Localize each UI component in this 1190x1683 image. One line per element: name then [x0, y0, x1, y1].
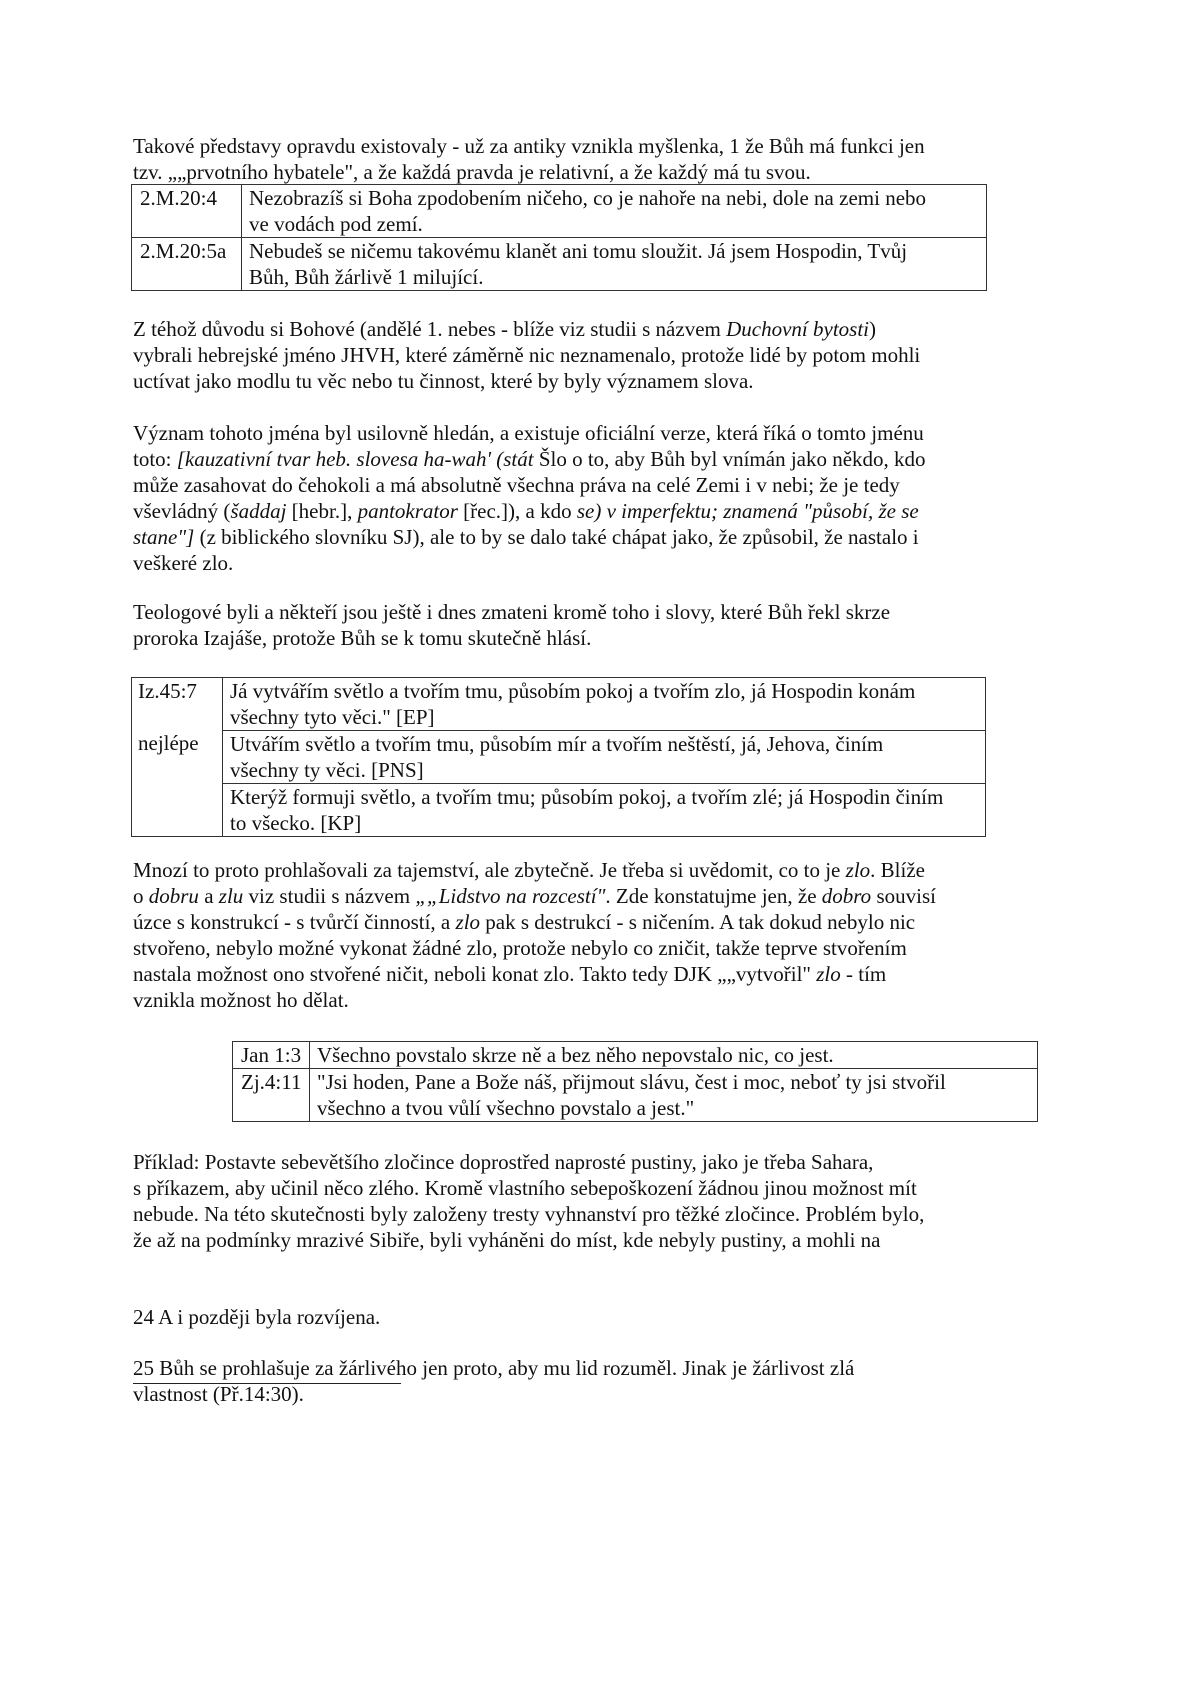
- text-line: stvořeno, nebylo možné vykonat žádné zlo, protože nebylo co zničit, takže teprve stvořením: [133, 936, 907, 960]
- table-row: [132, 238, 987, 291]
- text-line: Kterýž formuji světlo, a tvořím tmu; působím pokoj, a tvořím zlé; já Hospodin činím: [230, 785, 944, 809]
- text-run: úzce s konstrukcí - s tvůrčí činností, a: [133, 910, 456, 934]
- text-run: ): [869, 317, 876, 341]
- table-row: [132, 731, 986, 784]
- verse-table-isaiah: [131, 677, 986, 837]
- text-line: že až na podmínky mrazivé Sibiře, byli vyháněni do míst, kde nebyly pustiny, a mohli na: [133, 1228, 881, 1252]
- text-line: Příklad: Postavte sebevětšího zločince doprostřed naprosté pustiny, jako je třeba Sahara,: [133, 1150, 874, 1174]
- text-line: Takové představy opravdu existovaly - už za antiky vznikla myšlenka, 1 že Bůh má funkci jen: [133, 134, 925, 158]
- text-line: veškeré zlo.: [133, 551, 234, 575]
- text-line: nejlépe: [138, 731, 199, 755]
- verse-text: [242, 238, 987, 291]
- text-line: "Jsi hoden, Pane a Bože náš, přijmout slávu, čest i moc, neboť ty jsi stvořil: [317, 1070, 946, 1094]
- italic-run: stane"]: [133, 525, 195, 549]
- text-run: o: [133, 884, 149, 908]
- text-line: všechny tyto věci." [EP]: [230, 705, 435, 729]
- italic-run: [kauzativní tvar heb. slovesa ha-wah' (stát: [176, 447, 534, 471]
- text-line: [133, 883, 993, 909]
- text-line: [133, 316, 993, 342]
- verse-reference: [132, 678, 223, 837]
- verse-reference: Zj.4:11: [233, 1069, 310, 1122]
- text-line: proroka Izajáše, protože Bůh se k tomu skutečně hlásí.: [133, 626, 592, 650]
- text-run: souvisí: [871, 884, 936, 908]
- text-run: - tím: [840, 962, 887, 986]
- text-line: tzv. „„prvotního hybatele", a že každá pravda je relativní, a že každý má tu svou.: [133, 160, 811, 184]
- text-line: ve vodách pod zemí.: [249, 212, 423, 236]
- paragraph-name-meaning: [133, 420, 993, 576]
- text-run: ládný (: [171, 499, 231, 523]
- italic-run: šaddaj: [230, 499, 287, 523]
- text-line: to všecko. [KP]: [230, 811, 362, 835]
- text-line: [133, 446, 993, 472]
- table-row: [233, 1069, 1038, 1122]
- text-line: Nezobrazíš si Boha zpodobením ničeho, co je nahoře na nebi, dole na zemi nebo: [249, 186, 927, 210]
- verse-text: [223, 731, 986, 784]
- footnote-text: vlastnost (Př.14:30).: [133, 1382, 304, 1406]
- verse-reference: 2.M.20:5a: [132, 238, 242, 291]
- text-run: (z biblického slovníku SJ), ale to by se dalo také chápat jako, že způsobil, že nastalo i: [194, 525, 919, 549]
- italic-run: dobro: [821, 884, 872, 908]
- table-row: [132, 678, 986, 731]
- text-line: Bůh, Bůh žárlivě 1 milující.: [249, 265, 484, 289]
- text-run: a: [198, 884, 219, 908]
- text-line: může zasahovat do čehokoli a má absolutně všechna práva na celé Zemi i v nebi; že je tedy: [133, 473, 900, 497]
- verse-text: [310, 1069, 1038, 1122]
- text-line: uctívat jako modlu tu věc nebo tu činnost, které by byly významem slova.: [133, 369, 754, 393]
- text-line: s příkazem, aby učinil něco zlého. Kromě vlastního sebepoškození žádnou jinou možnost mít: [133, 1176, 917, 1200]
- verse-text: [223, 678, 986, 731]
- text-run: [řec.]), a kdo: [457, 499, 577, 523]
- text-line: Teologové byli a někteří jsou ještě i dnes zmateni kromě toho i slovy, které Bůh řekl skrze: [133, 600, 891, 624]
- text-run: pak s destrukcí - s ničením. A tak dokud nebylo nic: [480, 910, 916, 934]
- text-line: Všechno povstalo skrze ně a bez něho nepovstalo nic, co jest.: [317, 1043, 834, 1067]
- text-line: Utvářím světlo a tvořím tmu, působím mír a tvořím neštěstí, já, Jehova, činím: [230, 732, 884, 756]
- italic-run: zlo: [845, 858, 871, 882]
- text-line: Nebudeš se ničemu takovému klanět ani tomu sloužit. Já jsem Hospodin, Tvůj: [249, 239, 908, 263]
- paragraph-jhvh: [133, 316, 993, 394]
- text-line: Já vytvářím světlo a tvořím tmu, působím pokoj a tvořím zlo, já Hospodin konám: [230, 679, 916, 703]
- verse-text: [310, 1042, 1038, 1069]
- text-line: vybrali hebrejské jméno JHVH, které záměrně nic neznamenalo, protože lidé by potom mohli: [133, 343, 921, 367]
- text-line: [133, 909, 993, 935]
- verse-table-creation: [232, 1041, 1038, 1122]
- italic-run: dobru: [148, 884, 199, 908]
- text-run: všev: [133, 499, 172, 523]
- text-line: všechno a tvou vůlí všechno povstalo a jest.": [317, 1096, 695, 1120]
- paragraph-example: [133, 1149, 993, 1253]
- text-run: nastala možnost ono stvořené ničit, neboli konat zlo. Takto tedy DJK „„vytvořil": [133, 962, 817, 986]
- text-run: Šlo o to, aby Bůh byl vnímán jako někdo, kdo: [533, 447, 926, 471]
- verse-text: [223, 784, 986, 837]
- text-line: Iz.45:7: [138, 679, 197, 703]
- table-row: [233, 1042, 1038, 1069]
- footnote-text: 25 Bůh se prohlašuje za žárlivého jen proto, aby mu lid rozuměl. Jinak je žárlivost zlá: [133, 1356, 855, 1380]
- text-line: [138, 704, 216, 730]
- italic-run: zlo: [816, 962, 841, 986]
- text-run: Z téhož důvodu si Bohové (andělé 1. nebes - blíže viz studii s názvem: [133, 317, 727, 341]
- italic-title: Duchovní bytosti: [726, 317, 869, 341]
- footnote-24: [133, 1304, 993, 1330]
- text-run: . Zde konstatujme jen, že: [605, 884, 822, 908]
- italic-run: zlo: [455, 910, 481, 934]
- table-row: [132, 784, 986, 837]
- text-run: [hebr.],: [286, 499, 358, 523]
- text-line: nebude. Na této skutečnosti byly založeny tresty vyhnanství pro těžké zločince. Problém bylo,: [133, 1202, 925, 1226]
- italic-run: zlu: [218, 884, 244, 908]
- paragraph-intro: [133, 133, 993, 185]
- text-line: všechny ty věci. [PNS]: [230, 758, 424, 782]
- verse-table-exodus: [131, 184, 987, 291]
- verse-reference: 2.M.20:4: [132, 185, 242, 238]
- text-line: [133, 498, 993, 524]
- table-row: [132, 185, 987, 238]
- text-run: toto:: [133, 447, 177, 471]
- italic-title: „„Lidstvo na rozcestí": [415, 884, 606, 908]
- text-line: [133, 857, 993, 883]
- italic-run: se) v imperfektu; znamená "působí, že se: [576, 499, 919, 523]
- paragraph-good-evil: [133, 857, 993, 1013]
- text-line: vznikla možnost ho dělat.: [133, 988, 349, 1012]
- verse-text: [242, 185, 987, 238]
- italic-run: pantokrator: [357, 499, 458, 523]
- text-run: Mnozí to proto prohlašovali za tajemství, ale zbytečně. Je třeba si uvědomit, co to je: [133, 858, 846, 882]
- text-run: . Blíže: [870, 858, 925, 882]
- paragraph-theologians: [133, 599, 993, 651]
- footnote-25: [133, 1355, 993, 1407]
- verse-reference: Jan 1:3: [233, 1042, 310, 1069]
- footnote-text: 24 A i později byla rozvíjena.: [133, 1305, 381, 1329]
- text-line: Význam tohoto jména byl usilovně hledán, a existuje oficiální verze, která říká o tomto jménu: [133, 421, 924, 445]
- text-run: viz studii s názvem: [243, 884, 416, 908]
- text-line: [133, 961, 993, 987]
- text-line: [133, 524, 993, 550]
